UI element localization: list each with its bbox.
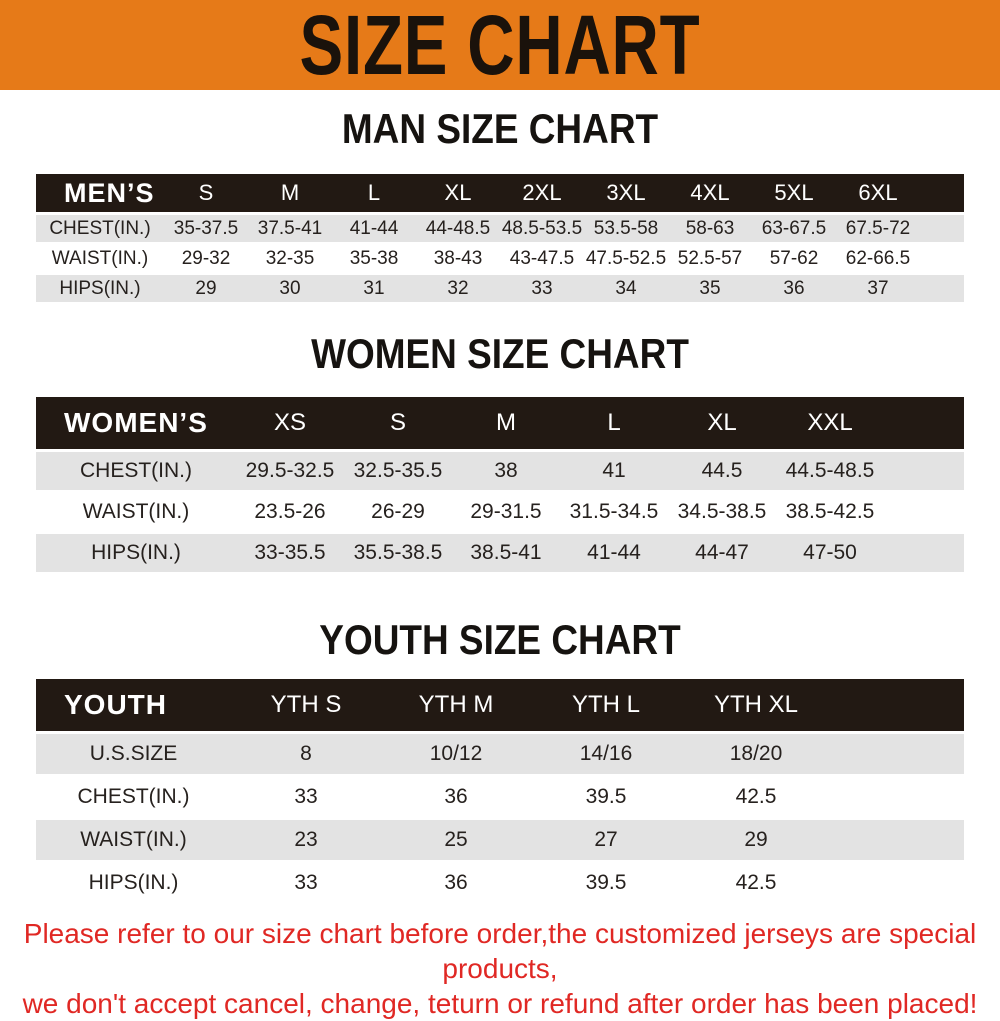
size-column-header: 6XL <box>836 174 920 212</box>
size-column-header: M <box>452 397 560 449</box>
row-label: CHEST(IN.) <box>77 785 190 808</box>
size-column-header: L <box>332 174 416 212</box>
disclaimer-line-2: we don't accept cancel, change, teturn or refund after order has been placed! <box>22 988 978 1019</box>
row-spacer <box>831 734 964 774</box>
size-column-header: YTH S <box>231 679 381 731</box>
size-value-cell: 14/16 <box>531 734 681 774</box>
size-value-cell: 47-50 <box>776 534 884 572</box>
table-row <box>36 777 964 817</box>
row-label: HIPS(IN.) <box>88 871 179 894</box>
size-value-cell: 38-43 <box>433 247 483 269</box>
table-row <box>36 452 964 490</box>
size-value-cell: 48.5-53.5 <box>500 215 584 242</box>
size-value-cell: 26-29 <box>371 500 425 523</box>
table-row <box>36 534 964 572</box>
size-column-header: 5XL <box>752 174 836 212</box>
size-value-cell: 29-31.5 <box>470 500 542 523</box>
size-value-cell: 35.5-38.5 <box>344 534 452 572</box>
size-value-cell: 38 <box>452 452 560 490</box>
size-value-cell: 33 <box>294 785 318 808</box>
size-value-cell: 10/12 <box>381 734 531 774</box>
size-column-header: YTH M <box>381 679 531 731</box>
page-title: SIZE CHART <box>299 0 701 92</box>
row-label: WAIST(IN.) <box>36 820 231 860</box>
size-column-header: L <box>560 397 668 449</box>
size-value-cell: 32.5-35.5 <box>344 452 452 490</box>
table-row <box>36 275 964 302</box>
size-value-cell: 38.5-41 <box>452 534 560 572</box>
size-value-cell: 37 <box>836 275 920 302</box>
size-column-header: S <box>344 397 452 449</box>
size-value-cell: 33-35.5 <box>236 534 344 572</box>
size-column-header: YTH L <box>531 679 681 731</box>
size-value-cell: 31.5-34.5 <box>569 500 659 523</box>
size-value-cell: 52.5-57 <box>677 247 743 269</box>
size-value-cell: 42.5 <box>735 785 777 808</box>
size-value-cell: 44.5-48.5 <box>776 452 884 490</box>
disclaimer <box>0 916 1000 1021</box>
row-spacer <box>920 275 964 302</box>
header-spacer <box>920 174 964 212</box>
size-value-cell: 29 <box>681 820 831 860</box>
size-value-cell: 35 <box>668 275 752 302</box>
size-value-cell: 58-63 <box>668 215 752 242</box>
table-row <box>36 734 964 774</box>
table-row <box>36 215 964 242</box>
size-value-cell: 62-66.5 <box>845 247 911 269</box>
size-value-cell: 27 <box>531 820 681 860</box>
row-label: WAIST(IN.) <box>82 500 190 523</box>
row-label: HIPS(IN.) <box>36 275 164 302</box>
size-value-cell: 39.5 <box>585 871 627 894</box>
header-spacer <box>884 397 964 449</box>
row-label: U.S.SIZE <box>36 734 231 774</box>
size-value-cell: 36 <box>444 871 468 894</box>
row-spacer <box>831 863 964 903</box>
youth-size-section <box>0 617 1000 906</box>
man-section-heading: MAN SIZE CHART <box>341 105 659 152</box>
row-spacer <box>884 452 964 490</box>
youth-section-heading: YOUTH SIZE CHART <box>319 616 681 663</box>
size-value-cell: 36 <box>444 785 468 808</box>
size-value-cell: 34 <box>584 275 668 302</box>
men-size-table <box>36 171 964 305</box>
size-value-cell: 43-47.5 <box>509 247 575 269</box>
size-column-header: XL <box>668 397 776 449</box>
size-column-header: 2XL <box>500 174 584 212</box>
row-spacer <box>831 820 964 860</box>
size-value-cell: 67.5-72 <box>836 215 920 242</box>
table-row <box>36 863 964 903</box>
size-value-cell: 34.5-38.5 <box>677 500 767 523</box>
size-value-cell: 41-44 <box>332 215 416 242</box>
size-value-cell: 44-47 <box>668 534 776 572</box>
table-corner-label: WOMEN’S <box>36 397 236 449</box>
women-size-table <box>36 394 964 575</box>
size-value-cell: 63-67.5 <box>752 215 836 242</box>
row-spacer <box>884 534 964 572</box>
banner <box>0 0 1000 90</box>
size-value-cell: 29 <box>164 275 248 302</box>
row-spacer <box>884 493 964 531</box>
size-value-cell: 57-62 <box>769 247 819 269</box>
size-value-cell: 8 <box>231 734 381 774</box>
row-label: HIPS(IN.) <box>36 534 236 572</box>
table-row <box>36 820 964 860</box>
women-section-heading: WOMEN SIZE CHART <box>311 330 689 377</box>
size-value-cell: 35-37.5 <box>164 215 248 242</box>
header-spacer <box>831 679 964 731</box>
size-value-cell: 53.5-58 <box>584 215 668 242</box>
size-column-header: 3XL <box>584 174 668 212</box>
size-column-header: YTH XL <box>681 679 831 731</box>
row-spacer <box>920 215 964 242</box>
table-corner-label: YOUTH <box>36 679 231 731</box>
size-value-cell: 29.5-32.5 <box>236 452 344 490</box>
size-value-cell: 33 <box>500 275 584 302</box>
size-column-header: M <box>248 174 332 212</box>
size-value-cell: 23 <box>231 820 381 860</box>
size-value-cell: 47.5-52.5 <box>585 247 667 269</box>
row-spacer <box>831 777 964 817</box>
table-row <box>36 245 964 272</box>
row-label: WAIST(IN.) <box>51 247 149 269</box>
size-value-cell: 18/20 <box>681 734 831 774</box>
disclaimer-line-1: Please refer to our size chart before order,the customized jerseys are special products, <box>23 918 977 984</box>
size-value-cell: 38.5-42.5 <box>785 500 875 523</box>
size-column-header: S <box>164 174 248 212</box>
size-value-cell: 39.5 <box>585 785 627 808</box>
size-value-cell: 33 <box>294 871 318 894</box>
size-value-cell: 29-32 <box>181 247 231 269</box>
table-corner-label: MEN’S <box>36 174 164 212</box>
women-size-section <box>0 331 1000 575</box>
size-column-header: XXL <box>776 397 884 449</box>
size-value-cell: 31 <box>332 275 416 302</box>
man-size-section <box>0 106 1000 305</box>
size-value-cell: 37.5-41 <box>248 215 332 242</box>
table-row <box>36 493 964 531</box>
size-value-cell: 42.5 <box>735 871 777 894</box>
size-value-cell: 41 <box>560 452 668 490</box>
size-value-cell: 36 <box>752 275 836 302</box>
size-value-cell: 44-48.5 <box>416 215 500 242</box>
size-value-cell: 44.5 <box>668 452 776 490</box>
row-label: CHEST(IN.) <box>36 215 164 242</box>
size-value-cell: 32-35 <box>265 247 315 269</box>
size-value-cell: 25 <box>381 820 531 860</box>
size-value-cell: 32 <box>416 275 500 302</box>
row-label: CHEST(IN.) <box>36 452 236 490</box>
size-value-cell: 35-38 <box>349 247 399 269</box>
size-column-header: XL <box>416 174 500 212</box>
size-column-header: 4XL <box>668 174 752 212</box>
row-spacer <box>920 245 964 272</box>
youth-size-table <box>36 676 964 906</box>
size-value-cell: 30 <box>248 275 332 302</box>
size-column-header: XS <box>236 397 344 449</box>
size-value-cell: 23.5-26 <box>254 500 326 523</box>
size-value-cell: 41-44 <box>560 534 668 572</box>
